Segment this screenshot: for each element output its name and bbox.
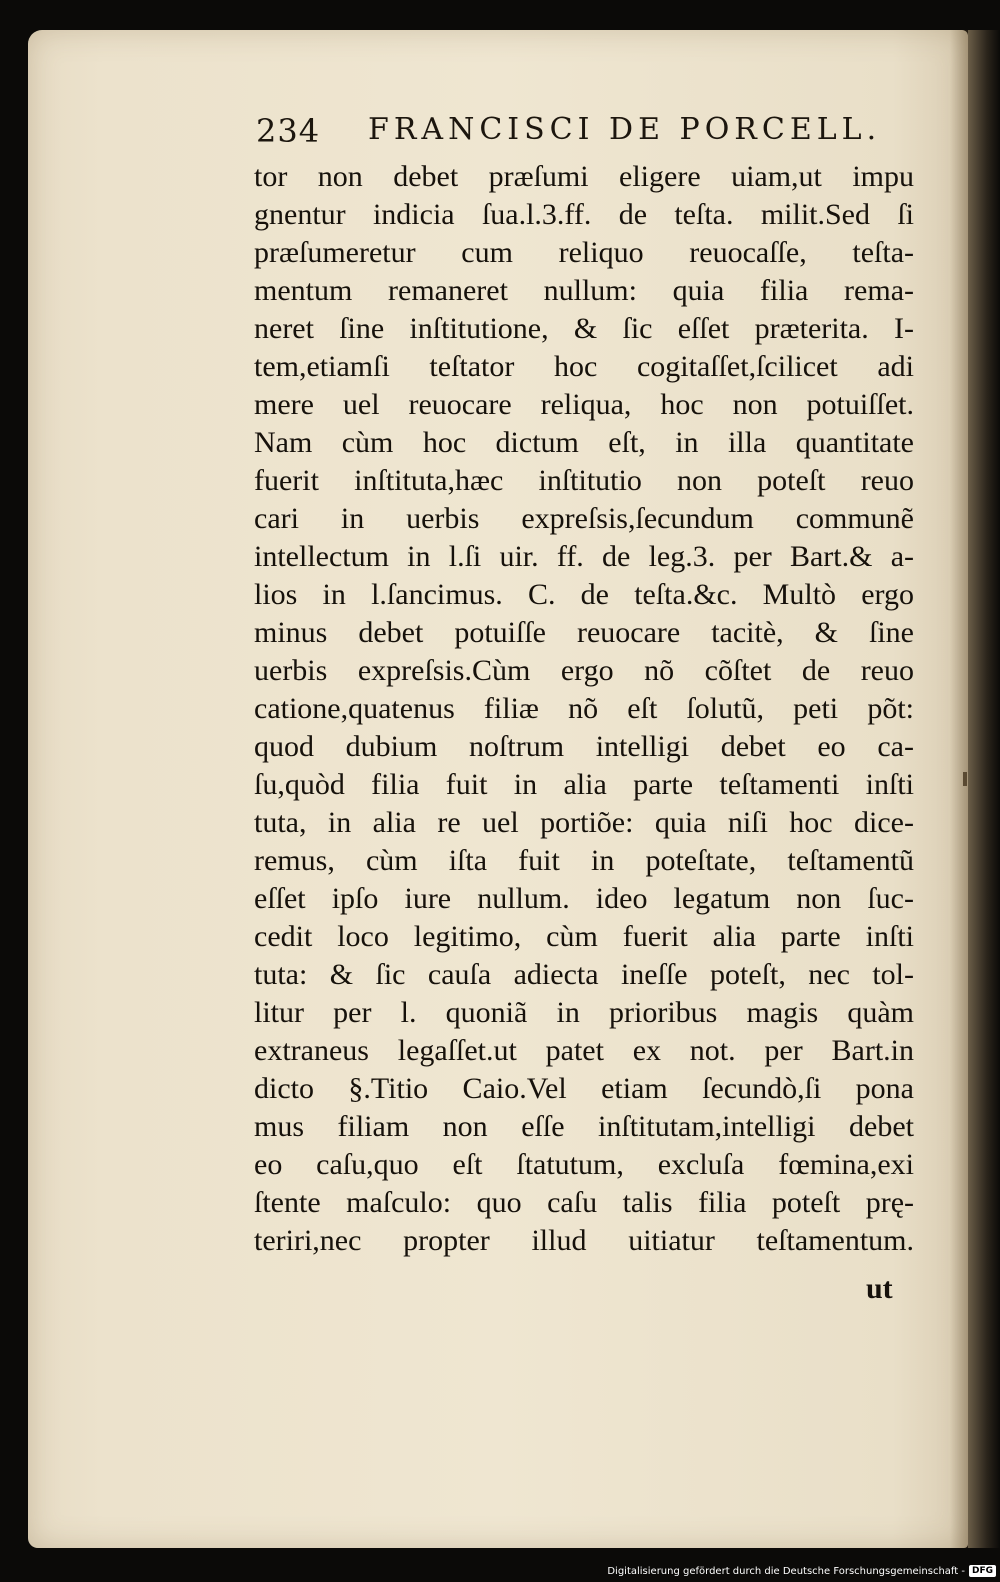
text-line: quod dubium noſtrum intelligi debet eo ca- bbox=[254, 730, 914, 763]
text-line: cari in uerbis expreſsis,ſecundum communẽ bbox=[254, 502, 914, 535]
text-line: eſſet ipſo iure nullum. ideo legatum non ſuc- bbox=[254, 882, 914, 915]
text-line: tem,etiamſi teſtator hoc cogitaſſet,ſcilicet adi bbox=[254, 350, 914, 383]
running-head: FRANCISCI DE PORCELL. bbox=[368, 112, 882, 147]
text-line: uerbis expreſsis.Cùm ergo nõ cõſtet de reuo bbox=[254, 654, 914, 687]
page-header bbox=[256, 108, 896, 156]
text-line: cedit loco legitimo, cùm fuerit alia parte inſti bbox=[254, 920, 914, 953]
text-line: præſumeretur cum reliquo reuocaſſe, teſta- bbox=[254, 236, 914, 269]
text-line: catione,quatenus filiæ nõ eſt ſolutũ, peti põt: bbox=[254, 692, 914, 725]
text-line: fuerit inſtituta,hæc inſtitutio non poteſt reuo bbox=[254, 464, 914, 497]
text-line: tuta, in alia re uel portiõe: quia niſi hoc dice- bbox=[254, 806, 914, 839]
text-line: dicto §.Titio Caio.Vel etiam ſecundò,ſi pona bbox=[254, 1072, 914, 1105]
text-line: lios in l.ſancimus. C. de teſta.&c. Multò ergo bbox=[254, 578, 914, 611]
catchword: ut bbox=[866, 1272, 893, 1305]
text-line: ſtente maſculo: quo caſu talis filia poteſt prę- bbox=[254, 1186, 914, 1219]
page-edge-shade bbox=[950, 30, 968, 1548]
text-line: teriri,nec propter illud uitiatur teſtamentum. bbox=[254, 1224, 914, 1257]
text-line: minus debet potuiſſe reuocare tacitè, & ſine bbox=[254, 616, 914, 649]
text-line: mus filiam non eſſe inſtitutam,intelligi debet bbox=[254, 1110, 914, 1143]
text-line: neret ſine inſtitutione, & ſic eſſet præterita. I- bbox=[254, 312, 914, 345]
text-line: tor non debet præſumi eligere uiam,ut impu bbox=[254, 160, 914, 193]
text-line: gnentur indicia ſua.l.3.ff. de teſta. milit.Sed ſi bbox=[254, 198, 914, 231]
credit-text: Digitalisierung gefördert durch die Deutsche Forschungsgemeinschaft - bbox=[607, 1565, 965, 1577]
text-line: mentum remaneret nullum: quia filia rema- bbox=[254, 274, 914, 307]
text-line: mere uel reuocare reliqua, hoc non potuiſſet. bbox=[254, 388, 914, 421]
text-line: eo caſu,quo eſt ſtatutum, excluſa fœmina,exi bbox=[254, 1148, 914, 1181]
page-number: 234 bbox=[256, 112, 321, 150]
text-line: extraneus legaſſet.ut patet ex not. per Bart.in bbox=[254, 1034, 914, 1067]
text-line: Nam cùm hoc dictum eſt, in illa quantitate bbox=[254, 426, 914, 459]
text-line: remus, cùm iſta fuit in poteſtate, teſtamentũ bbox=[254, 844, 914, 877]
body-text-block bbox=[254, 158, 914, 1260]
text-line: tuta: & ſic cauſa adiecta ineſſe poteſt, nec tol- bbox=[254, 958, 914, 991]
digitization-credit bbox=[607, 1562, 996, 1580]
text-line: litur per l. quoniã in prioribus magis quàm bbox=[254, 996, 914, 1029]
text-line: intellectum in l.ſi uir. ff. de leg.3. per Bart.& a- bbox=[254, 540, 914, 573]
margin-mark bbox=[963, 772, 967, 786]
dfg-logo: DFG bbox=[969, 1565, 996, 1577]
text-line: ſu,quòd filia fuit in alia parte teſtamenti inſti bbox=[254, 768, 914, 801]
book-gutter bbox=[968, 30, 1000, 1548]
